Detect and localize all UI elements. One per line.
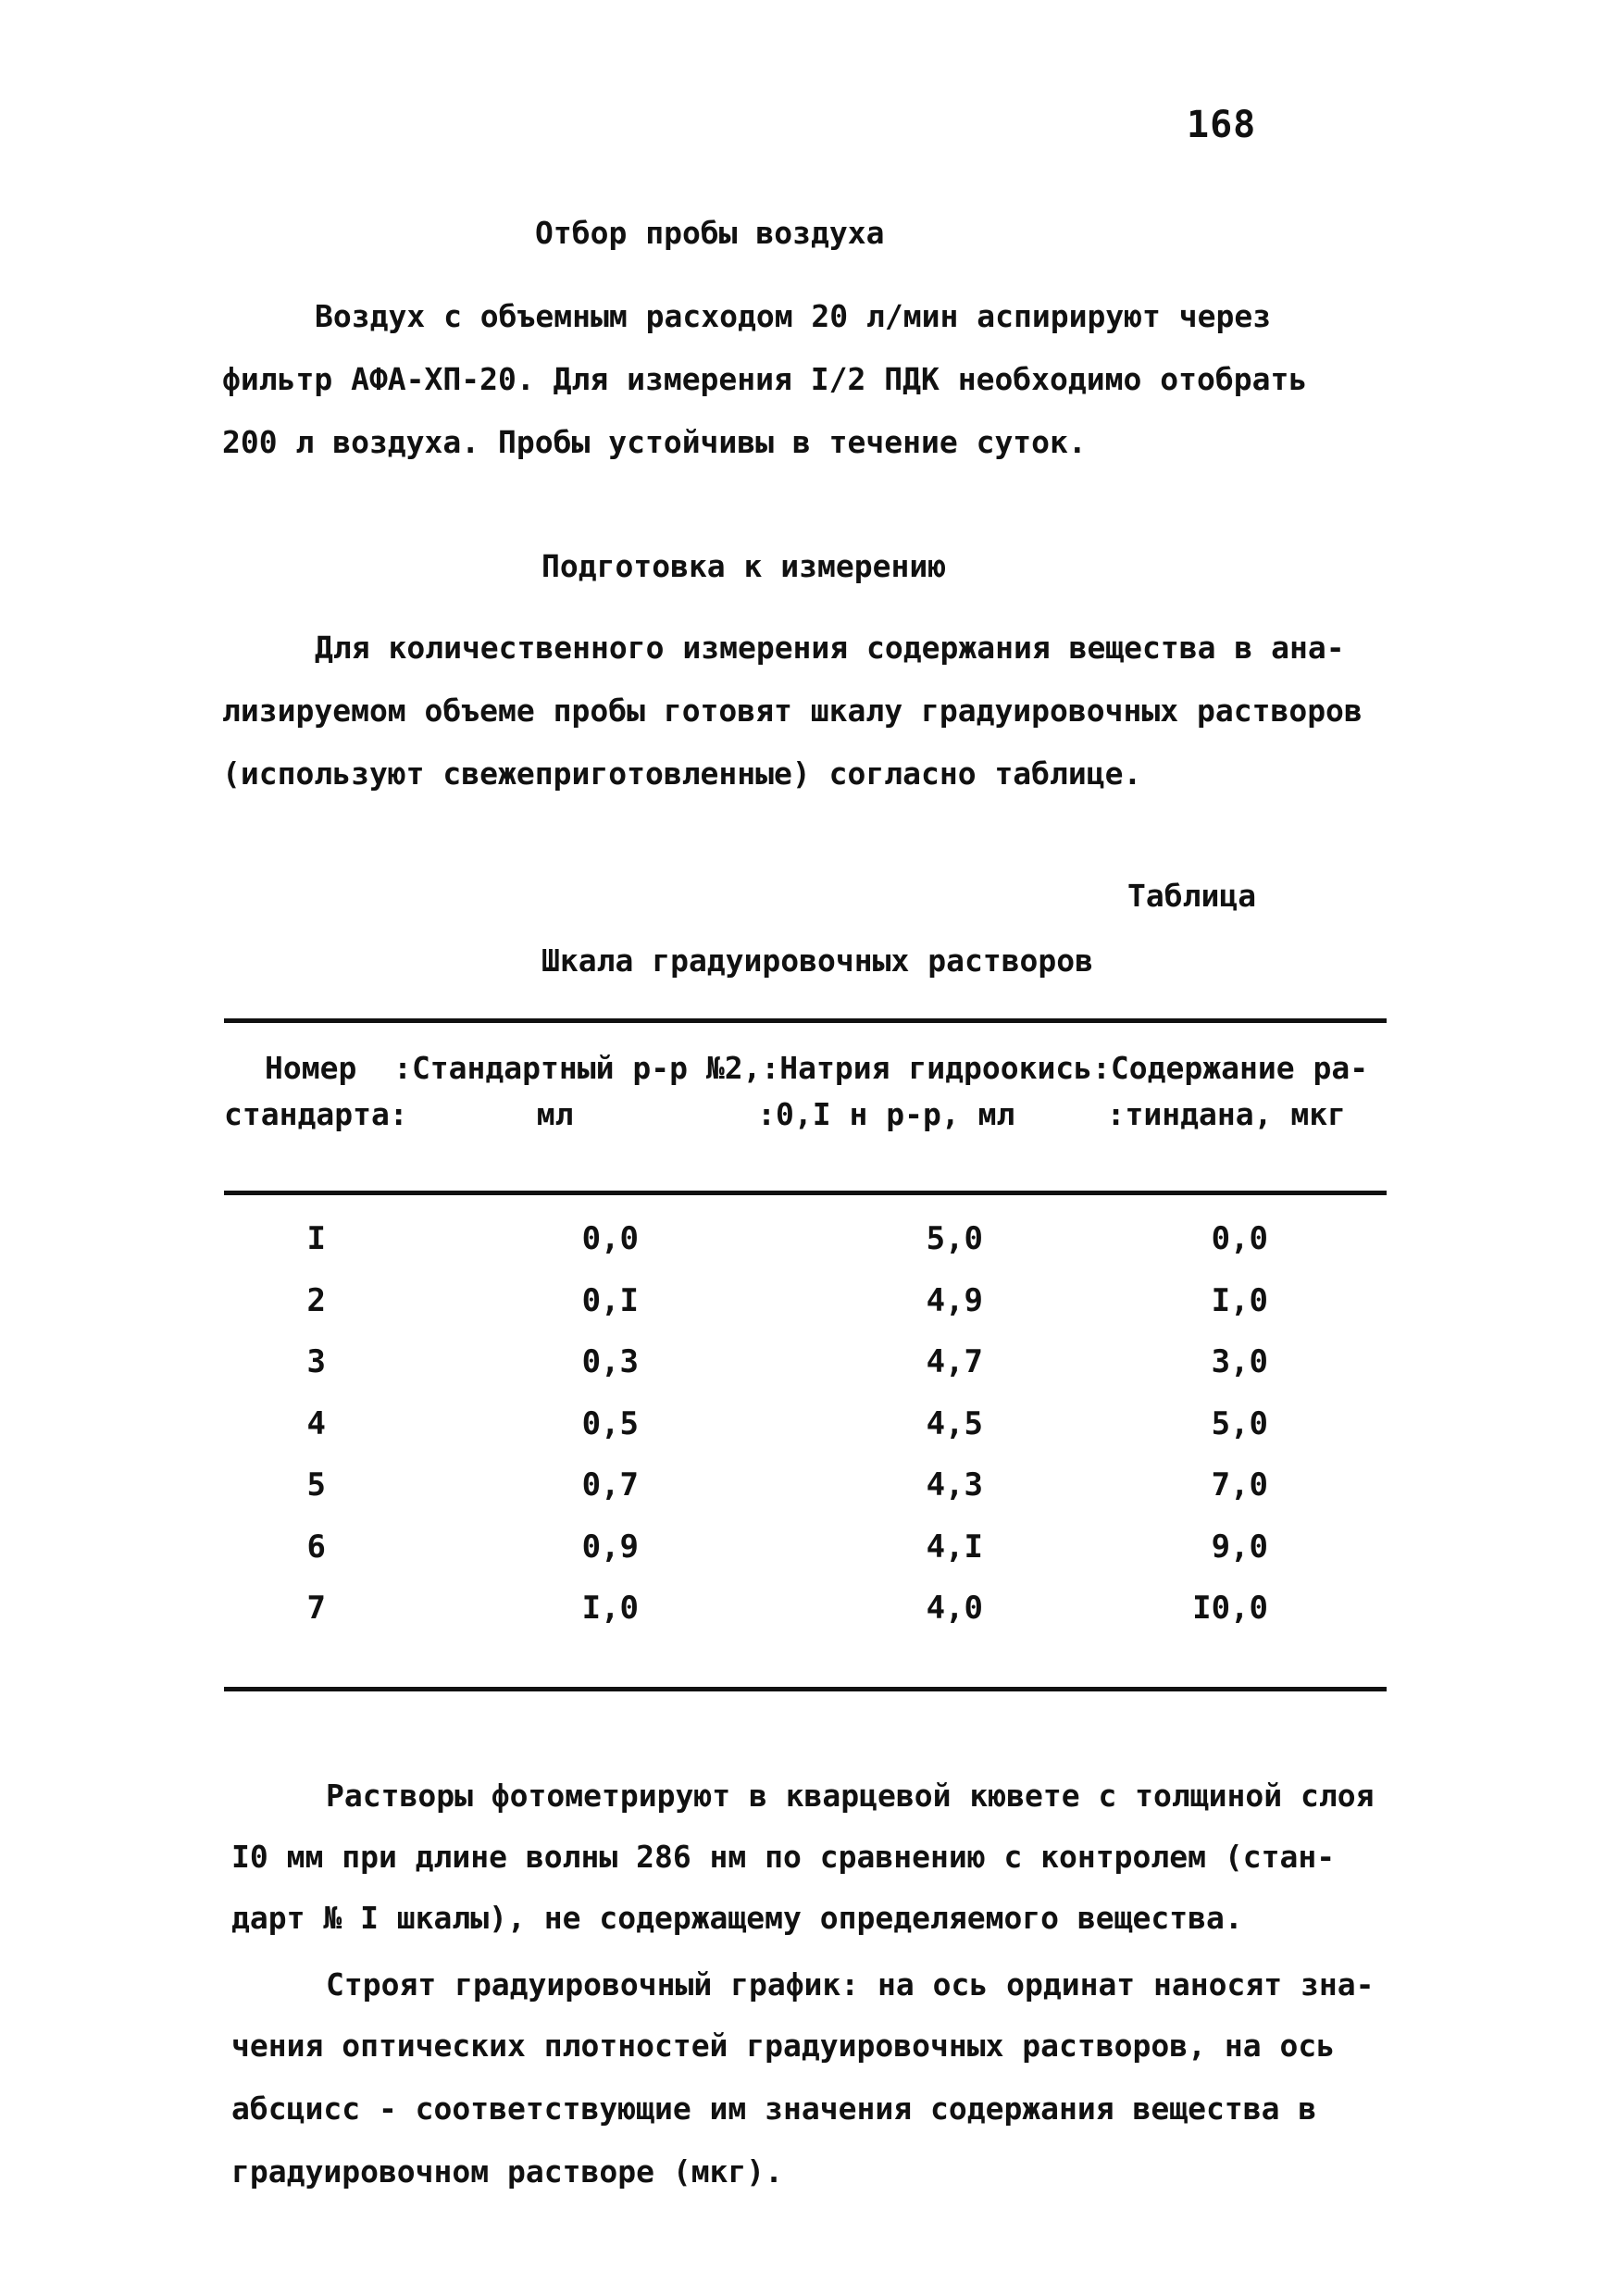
paragraph-line: чения оптических плотностей градуировочных растворов, на ось bbox=[231, 2028, 1336, 2064]
table-cell: 0,7 bbox=[581, 1466, 639, 1504]
table-header-rule bbox=[224, 1191, 1387, 1195]
table-label: Таблица bbox=[1127, 878, 1257, 914]
table-cell: 5,0 bbox=[1211, 1405, 1268, 1442]
table-cell: 9,0 bbox=[1211, 1529, 1268, 1566]
table-cell: 4,5 bbox=[926, 1405, 983, 1442]
table-cell: 5 bbox=[306, 1466, 326, 1504]
table-cell: 3 bbox=[306, 1343, 326, 1380]
table-cell: 5,0 bbox=[926, 1220, 983, 1257]
paragraph-line: I0 мм при длине волны 286 нм по сравнению с контролем (стан- bbox=[231, 1839, 1336, 1875]
table-cell: 4,7 bbox=[926, 1343, 983, 1380]
table-top-rule bbox=[224, 1018, 1387, 1023]
section-title-measurement-prep: Подготовка к измерению bbox=[541, 548, 947, 584]
table-cell: 4,9 bbox=[926, 1282, 983, 1319]
table-bottom-rule bbox=[224, 1687, 1387, 1691]
table-cell: I,0 bbox=[581, 1590, 639, 1627]
paragraph-line: Строят градуировочный график: на ось ординат наносят зна- bbox=[326, 1966, 1375, 2003]
table-cell: 0,9 bbox=[581, 1529, 639, 1566]
section-title-air-sampling: Отбор пробы воздуха bbox=[535, 215, 885, 251]
table-header-line-1: Номер :Стандартный р-р №2,:Натрия гидроокись:Содержание ра- bbox=[265, 1050, 1369, 1086]
table-cell: 4,0 bbox=[926, 1590, 983, 1627]
table-cell: 3,0 bbox=[1211, 1343, 1268, 1380]
paragraph-line: фильтр АФА-ХП-20. Для измерения I/2 ПДК необходимо отобрать bbox=[222, 361, 1308, 397]
paragraph-line: Для количественного измерения содержания вещества в ана- bbox=[315, 630, 1345, 666]
table-cell: 4,3 bbox=[926, 1466, 983, 1504]
paragraph-line: (используют свежеприготовленные) согласно таблице. bbox=[222, 755, 1142, 792]
paragraph-line: лизируемом объеме пробы готовят шкалу градуировочных растворов bbox=[222, 693, 1363, 729]
table-cell: 6 bbox=[306, 1529, 326, 1566]
table-cell: 4,I bbox=[926, 1529, 983, 1566]
paragraph-line: градуировочном растворе (мкг). bbox=[231, 2153, 784, 2190]
paragraph-line: абсцисс - соответствующие им значения содержания вещества в bbox=[231, 2090, 1317, 2127]
table-cell: 0,0 bbox=[1211, 1220, 1268, 1257]
table-cell: 4 bbox=[306, 1405, 326, 1442]
table-cell: 7,0 bbox=[1211, 1466, 1268, 1504]
page-number: 168 bbox=[1187, 104, 1257, 146]
paragraph-line: Растворы фотометрируют в кварцевой кювете с толщиной слоя bbox=[326, 1778, 1375, 1814]
table-cell: 2 bbox=[306, 1282, 326, 1319]
table-header-line-2: стандарта: мл :0,I н р-р, мл :тиндана, мкг bbox=[224, 1096, 1346, 1132]
table-cell: I0,0 bbox=[1192, 1590, 1268, 1627]
table-cell: 0,0 bbox=[581, 1220, 639, 1257]
paragraph-line: дарт № I шкалы), не содержащему определяемого вещества. bbox=[231, 1900, 1243, 1936]
table-cell: 0,3 bbox=[581, 1343, 639, 1380]
table-cell: 0,I bbox=[581, 1282, 639, 1319]
table-title: Шкала градуировочных растворов bbox=[541, 942, 1094, 979]
paragraph-line: Воздух с объемным расходом 20 л/мин аспирируют через bbox=[315, 298, 1272, 334]
table-cell: 0,5 bbox=[581, 1405, 639, 1442]
table-cell: 7 bbox=[306, 1590, 326, 1627]
table-cell: I,0 bbox=[1211, 1282, 1268, 1319]
paragraph-line: 200 л воздуха. Пробы устойчивы в течение суток. bbox=[222, 424, 1087, 460]
table-cell: I bbox=[306, 1220, 326, 1257]
